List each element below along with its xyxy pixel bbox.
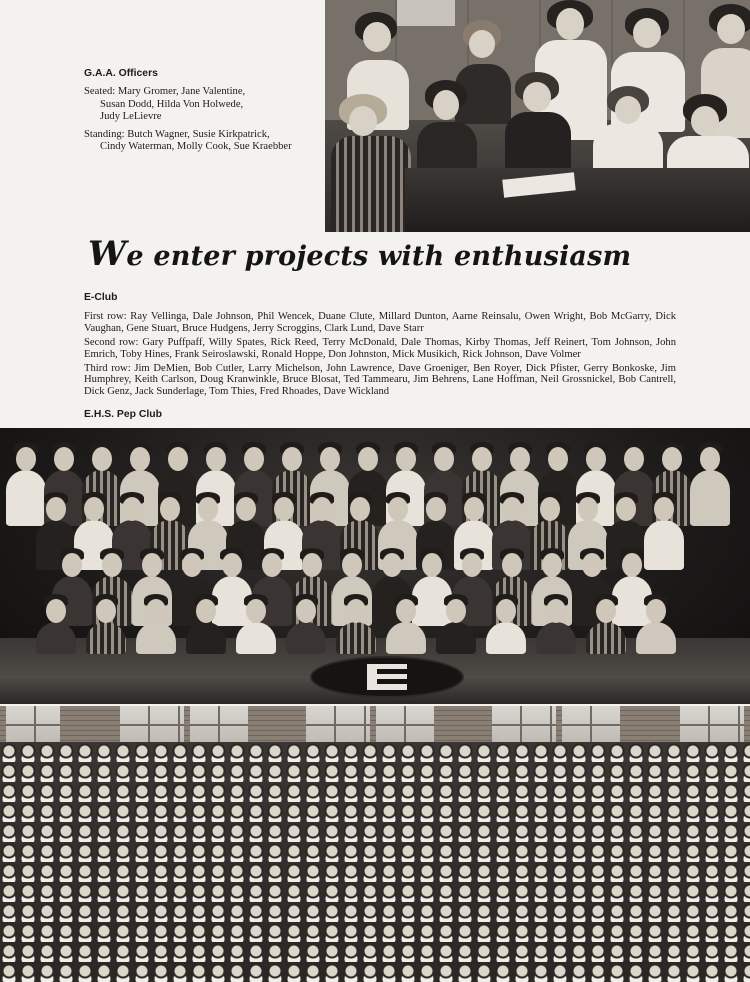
page-headline	[88, 234, 648, 278]
gym-window	[680, 706, 744, 746]
gym-window	[6, 706, 60, 746]
gaa-title: G.A.A. Officers	[84, 68, 158, 79]
gaa-standing-names-2: Cindy Waterman, Molly Cook, Sue Kraebber	[100, 141, 292, 153]
pep-club-front-row	[0, 938, 750, 982]
gaa-seated-names-2: Susan Dodd, Hilda Von Holwede,	[100, 98, 244, 110]
eclub-first-row: First row: Ray Vellinga, Dale Johnson, Phil Wencek, Duane Clute, Millard Dunton, Aarne Reinsalu, Owen Wright, Bob McGarry, Dick Vaughan, Gene Stuart, Bruce Hudgens, Jerry Scroggins, Clark Lund, Dave Starr	[84, 310, 676, 334]
gym-window	[120, 706, 184, 746]
eclub-title: E-Club	[84, 292, 118, 303]
headline-text: e enter projects with enthusiasm	[126, 241, 632, 272]
eclub-caption	[84, 292, 676, 400]
gaa-standing-line	[84, 129, 320, 141]
gaa-officers-photo	[325, 0, 750, 232]
pep-club-title: E.H.S. Pep Club	[84, 409, 162, 420]
gaa-seated-label: Seated:	[84, 86, 116, 98]
gym-window	[190, 706, 248, 746]
gym-window	[376, 706, 434, 746]
eclub-second-row: Second row: Gary Puffpaff, Willy Spates, Rick Reed, Terry McDonald, Dale Thomas, Kirby Thomas, Jeff Reinert, Tom Johnson, John Emrich, Toby Hines, Frank Seiroslawski, Ronald Hoppe, Don Johnston, Mick Musikich, Rick Johnson, Dave Volmer	[84, 336, 676, 360]
gym-window	[492, 706, 556, 746]
e-letter-emblem	[310, 656, 464, 698]
eclub-group-photo	[0, 428, 750, 704]
gaa-caption	[84, 68, 320, 153]
headline-initial: W	[88, 234, 127, 274]
gaa-standing-label: Standing:	[84, 128, 125, 140]
gaa-seated-names-1: Mary Gromer, Jane Valentine,	[117, 86, 246, 98]
pep-club-photo	[0, 706, 750, 982]
gaa-standing-names-1: Butch Wagner, Susie Kirkpatrick,	[127, 128, 270, 140]
gym-window	[306, 706, 370, 746]
eclub-third-row: Third row: Jim DeMien, Bob Cutler, Larry Michelson, John Lawrence, Dave Groeniger, Ben Royer, Dick Pfister, Gerry Bonkoske, Jim Humphrey, Keith Carlson, Doug Kranwinkle, Bruce Blosat, Ted Tammearu, Jim Behrens, Lane Hoffman, Neil Grossnickel, Bob Cantrell, Dick Genz, Jack Sunderlage, Tom Thies, Fred Rhoades, Dave Wickland	[84, 362, 676, 398]
gaa-seated-line	[84, 86, 320, 98]
photo-table	[405, 168, 750, 232]
gym-window	[562, 706, 620, 746]
gaa-seated-names-3: Judy LeLievre	[100, 111, 162, 123]
photo-bulletin-board	[397, 0, 455, 26]
